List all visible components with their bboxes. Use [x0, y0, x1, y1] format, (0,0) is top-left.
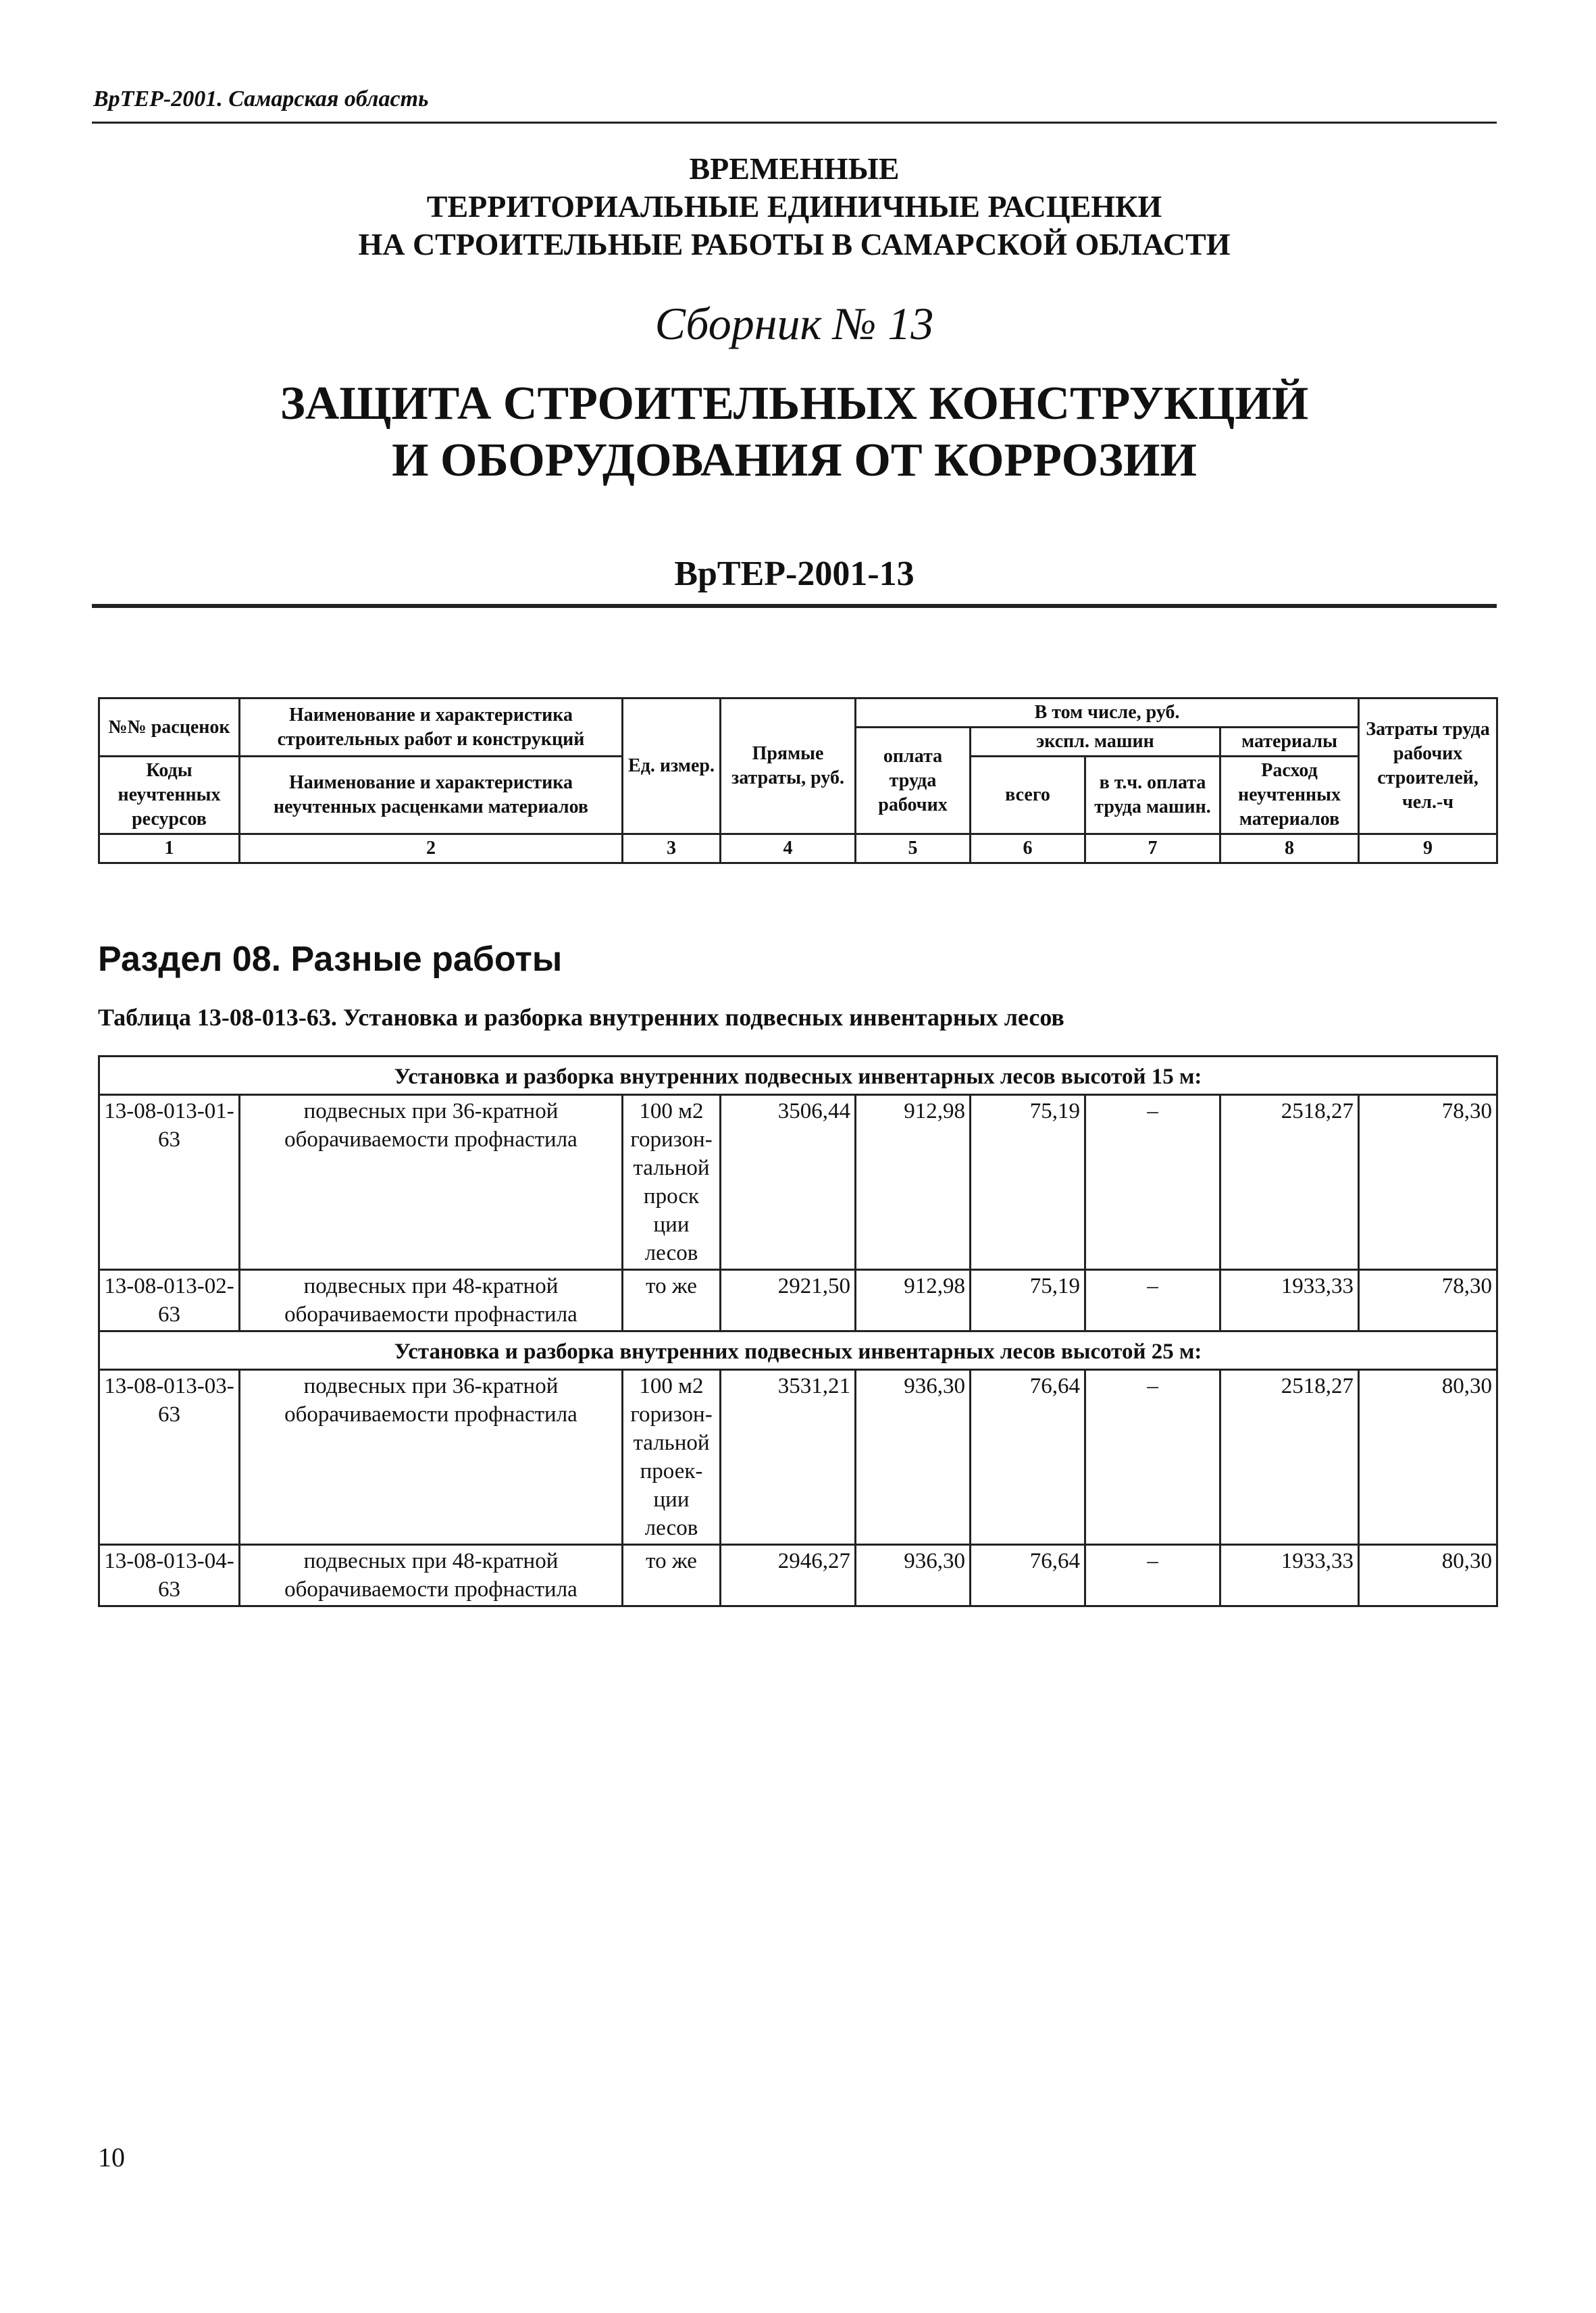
machinist-pay: –	[1085, 1095, 1220, 1270]
column-number: 1	[99, 834, 240, 863]
group-row	[99, 1331, 1497, 1370]
header-machinist-pay: в т.ч. оплата труда машин.	[1085, 757, 1220, 834]
header-unit: Ед. измер.	[623, 698, 721, 834]
section-title: Раздел 08. Разные работы	[98, 940, 563, 979]
table-caption: Таблица 13-08-013-63. Установка и разборка внутренних подвесных инвентарных лесов	[98, 1004, 1064, 1031]
column-number: 7	[1085, 834, 1220, 863]
unit: 100 м2 горизон-тальной проск ции лесов	[623, 1095, 721, 1270]
column-number: 3	[623, 834, 721, 863]
labor-pay: 912,98	[856, 1270, 971, 1331]
page-number: 10	[98, 2142, 125, 2172]
materials: 1933,33	[1220, 1545, 1359, 1606]
header-machines: экспл. машин	[971, 728, 1220, 757]
column-number: 9	[1359, 834, 1497, 863]
materials: 2518,27	[1220, 1370, 1359, 1545]
labor-hours: 80,30	[1359, 1370, 1497, 1545]
materials: 1933,33	[1220, 1270, 1359, 1331]
document-title	[92, 150, 1497, 263]
column-number: 8	[1220, 834, 1359, 863]
header-unaccounted-materials: Расход неучтенных материалов	[1220, 757, 1359, 834]
document-code: ВрТЕР-2001-13	[674, 555, 915, 593]
header-labor-pay: оплата труда рабочих	[856, 728, 971, 834]
rates-table	[98, 1055, 1498, 1607]
header-rate-numbers: №№ расценок	[99, 698, 240, 757]
column-number: 4	[721, 834, 856, 863]
labor-hours: 78,30	[1359, 1270, 1497, 1331]
table-row	[99, 1370, 1497, 1545]
title-line: НА СТРОИТЕЛЬНЫЕ РАБОТЫ В САМАРСКОЙ ОБЛАСТИ	[358, 227, 1231, 261]
work-name: подвесных при 48-кратной оборачиваемости профнастила	[240, 1545, 623, 1606]
unit: то же	[623, 1270, 721, 1331]
header-rule	[92, 122, 1497, 124]
main-title-line: И ОБОРУДОВАНИЯ ОТ КОРРОЗИИ	[392, 434, 1197, 486]
header-materials: материалы	[1220, 728, 1359, 757]
materials: 2518,27	[1220, 1095, 1359, 1270]
machinist-pay: –	[1085, 1270, 1220, 1331]
machines-total: 76,64	[971, 1370, 1085, 1545]
collection-number: Сборник № 13	[654, 298, 934, 349]
table-row	[99, 1545, 1497, 1606]
work-name: подвесных при 36-кратной оборачиваемости профнастила	[240, 1095, 623, 1270]
labor-hours: 80,30	[1359, 1545, 1497, 1606]
main-title-line: ЗАЩИТА СТРОИТЕЛЬНЫХ КОНСТРУКЦИЙ	[280, 378, 1309, 430]
column-number: 6	[971, 834, 1085, 863]
header-material-names: Наименование и характеристика неучтенных расценками материалов	[240, 757, 623, 834]
unit: 100 м2 горизон-тальной проек-ции лесов	[623, 1370, 721, 1545]
table-row	[99, 1095, 1497, 1270]
header-labor-cost: Затраты труда рабочих строителей, чел.-ч	[1359, 698, 1497, 834]
header-machines-total: всего	[971, 757, 1085, 834]
direct-costs: 2946,27	[721, 1545, 856, 1606]
rate-code: 13-08-013-03-63	[99, 1370, 240, 1545]
machines-total: 76,64	[971, 1545, 1085, 1606]
work-name: подвесных при 36-кратной оборачиваемости профнастила	[240, 1370, 623, 1545]
rate-code: 13-08-013-04-63	[99, 1545, 240, 1606]
machines-total: 75,19	[971, 1095, 1085, 1270]
rate-code: 13-08-013-01-63	[99, 1095, 240, 1270]
column-number: 2	[240, 834, 623, 863]
machines-total: 75,19	[971, 1270, 1085, 1331]
code-rule	[92, 604, 1497, 608]
header-including: В том числе, руб.	[856, 698, 1359, 728]
unit: то же	[623, 1545, 721, 1606]
direct-costs: 2921,50	[721, 1270, 856, 1331]
machinist-pay: –	[1085, 1545, 1220, 1606]
labor-pay: 912,98	[856, 1095, 971, 1270]
title-line: ТЕРРИТОРИАЛЬНЫЕ ЕДИНИЧНЫЕ РАСЦЕНКИ	[426, 189, 1162, 224]
machinist-pay: –	[1085, 1370, 1220, 1545]
direct-costs: 3506,44	[721, 1095, 856, 1270]
main-title	[92, 376, 1497, 489]
labor-pay: 936,30	[856, 1370, 971, 1545]
group-title: Установка и разборка внутренних подвесных инвентарных лесов высотой 15 м:	[99, 1057, 1497, 1095]
group-title: Установка и разборка внутренних подвесных инвентарных лесов высотой 25 м:	[99, 1331, 1497, 1370]
running-head: ВрТЕР-2001. Самарская область	[93, 86, 429, 111]
title-line: ВРЕМЕННЫЕ	[689, 151, 900, 186]
labor-hours: 78,30	[1359, 1095, 1497, 1270]
labor-pay: 936,30	[856, 1545, 971, 1606]
header-table	[98, 697, 1498, 864]
header-resource-codes: Коды неучтенных ресурсов	[99, 757, 240, 834]
header-direct-costs: Прямые затраты, руб.	[721, 698, 856, 834]
table-row	[99, 1270, 1497, 1331]
rate-code: 13-08-013-02-63	[99, 1270, 240, 1331]
group-row	[99, 1057, 1497, 1095]
work-name: подвесных при 48-кратной оборачиваемости профнастила	[240, 1270, 623, 1331]
direct-costs: 3531,21	[721, 1370, 856, 1545]
header-work-name: Наименование и характеристика строительных работ и конструкций	[240, 698, 623, 757]
column-number: 5	[856, 834, 971, 863]
